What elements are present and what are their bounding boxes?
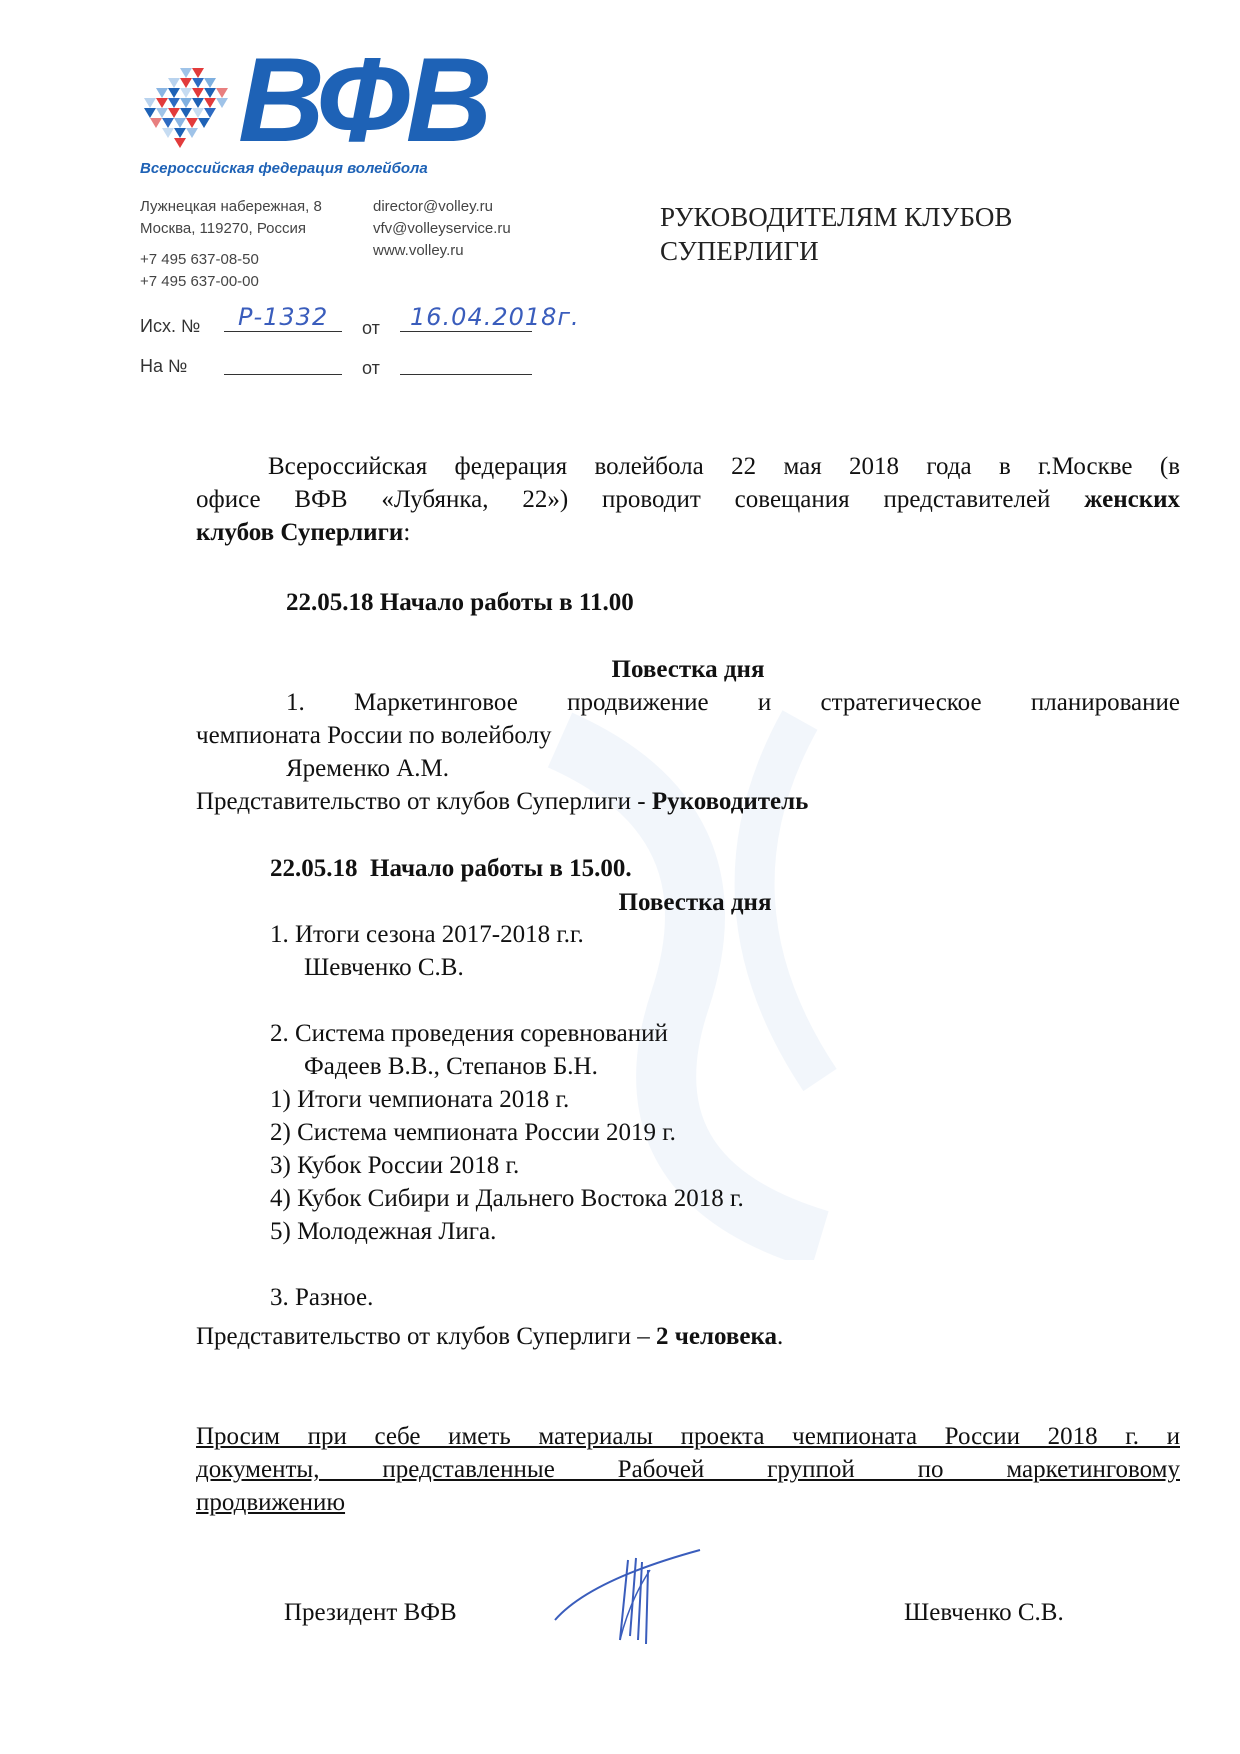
email-vfv: vfv@volleyservice.ru xyxy=(373,220,511,237)
agenda-item: 1. Маркетинговое продвижение и стратегическое планирование xyxy=(286,689,1180,716)
representation-bold: 2 человека xyxy=(656,1323,778,1350)
signature-scribble-icon xyxy=(550,1540,710,1650)
email-director: director@volley.ru xyxy=(373,198,493,215)
representation-text: Представительство от клубов Суперлиги – xyxy=(196,1323,657,1350)
session1-agenda xyxy=(196,686,1180,818)
sub-item: 4) Кубок Сибири и Дальнего Востока 2018 г. xyxy=(270,1185,744,1212)
agenda-item: 1. Итоги сезона 2017-2018 г.г. xyxy=(270,921,584,948)
logo-subtitle: Всероссийская федерация волейбола xyxy=(140,160,428,177)
intro-bold-text: клубов Суперлиги xyxy=(196,519,404,546)
agenda-item: 2. Система проведения соревнований xyxy=(270,1020,668,1047)
contacts-web-block xyxy=(373,196,511,262)
date-label: от xyxy=(362,318,380,338)
in-date-line xyxy=(400,374,532,375)
logo-mosaic-icon xyxy=(140,68,238,148)
address-line: Лужнецкая набережная, 8 xyxy=(140,198,322,215)
speaker: Шевченко С.В. xyxy=(304,954,464,981)
intro-line-2 xyxy=(196,483,1180,516)
sub-item: 3) Кубок России 2018 г. xyxy=(270,1152,520,1179)
sub-item: 1) Итоги чемпионата 2018 г. xyxy=(270,1086,570,1113)
request-line: документы, представленные Рабочей группой по маркетинговому xyxy=(196,1456,1180,1483)
agenda-item-continued: чемпионата России по волейболу xyxy=(196,722,552,749)
session1-agenda-title: Повестка дня xyxy=(611,656,765,683)
phone-number: +7 495 637-08-50 xyxy=(140,251,259,268)
agenda-item: 3. Разное. xyxy=(270,1284,374,1311)
website: www.volley.ru xyxy=(373,242,464,259)
intro-line-3 xyxy=(196,516,1180,549)
session2-agenda-title: Повестка дня xyxy=(618,889,772,916)
address-line: Москва, 119270, Россия xyxy=(140,220,307,237)
intro-text: офисе ВФВ «Лубянка, 22») проводит совещания представителей xyxy=(196,486,1085,513)
date-value: 16.04.2018г. xyxy=(410,303,580,331)
date-line xyxy=(400,331,532,332)
request-line: продвижению xyxy=(196,1489,346,1516)
session1-heading: 22.05.18 Начало работы в 11.00 xyxy=(286,589,634,616)
signatory-name: Шевченко С.В. xyxy=(904,1599,1064,1626)
session2-agenda xyxy=(270,918,1170,1314)
speaker: Фадеев В.В., Степанов Б.Н. xyxy=(304,1053,598,1080)
signatory-title: Президент ВФВ xyxy=(284,1599,457,1626)
representation xyxy=(196,785,1180,818)
representation-text: Представительство от клубов Суперлиги - xyxy=(196,788,652,815)
session2-heading: 22.05.18 Начало работы в 15.00. xyxy=(270,855,632,882)
out-ref-label: Исх. № xyxy=(140,316,201,336)
representation-bold: Руководитель xyxy=(651,788,809,815)
phone-number: +7 495 637-00-00 xyxy=(140,273,259,290)
request-paragraph xyxy=(196,1420,1180,1519)
intro-paragraph xyxy=(196,450,1180,549)
out-ref-line xyxy=(224,331,342,332)
request-line: Просим при себе иметь материалы проекта чемпионата России 2018 г. и xyxy=(196,1423,1180,1450)
intro-text: : xyxy=(403,519,411,546)
speaker: Яременко А.М. xyxy=(286,755,449,782)
addressee-line: СУПЕРЛИГИ xyxy=(660,236,819,266)
representation-text: . xyxy=(777,1323,784,1350)
in-ref-line xyxy=(224,374,342,375)
addressee xyxy=(660,200,1012,268)
logo-wordmark: ВФВ xyxy=(238,33,489,167)
intro-bold-text: женских xyxy=(1084,486,1180,513)
sub-item: 5) Молодежная Лига. xyxy=(270,1218,497,1245)
sub-item: 2) Система чемпионата России 2019 г. xyxy=(270,1119,676,1146)
in-date-label: от xyxy=(362,358,380,378)
out-ref-value: Р-1332 xyxy=(238,303,329,331)
address-block xyxy=(140,196,322,240)
phones-block xyxy=(140,249,259,293)
addressee-line: РУКОВОДИТЕЛЯМ КЛУБОВ xyxy=(660,202,1013,232)
session2-representation xyxy=(196,1320,783,1353)
in-ref-label: На № xyxy=(140,356,188,376)
intro-line: Всероссийская федерация волейбола 22 мая 2018 года в г.Москве (в xyxy=(268,453,1180,480)
